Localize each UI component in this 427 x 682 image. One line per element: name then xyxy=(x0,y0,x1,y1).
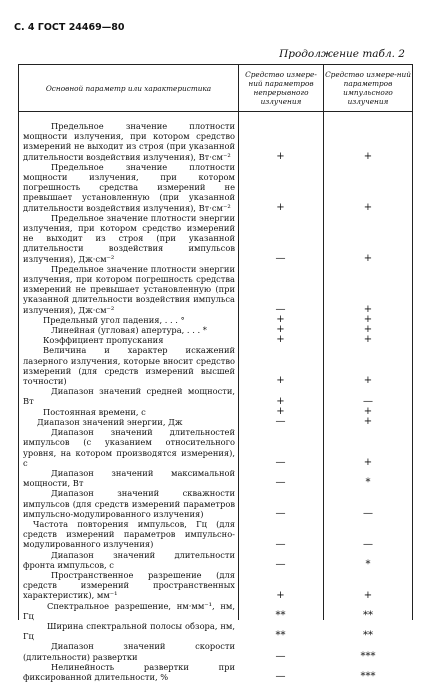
cw-mark: — xyxy=(275,252,286,264)
parameter-text: Ширина спектральной полосы обзора, нм, Гц xyxy=(23,620,235,642)
cw-mark: + xyxy=(276,395,285,407)
table-row xyxy=(19,488,412,519)
pulsed-mark: + xyxy=(363,252,373,264)
cw-mark: — xyxy=(275,303,286,315)
pulsed-mark: * xyxy=(365,558,371,570)
cw-mark: + xyxy=(276,324,285,336)
parameter-text: Предельное значение плотности энергии излучения, при котором средство измерений не выходит из строя (при указанной длительности воздействия импульсов излучения), Дж·см⁻² xyxy=(23,212,235,264)
table-row xyxy=(19,386,412,406)
table-body xyxy=(19,121,412,682)
header-pulsed: Средство измере-ний параметров импульсного излучения xyxy=(325,70,411,106)
pulsed-mark: — xyxy=(363,395,373,407)
parameter-text: Предельное значение плотности мощности излучения, при котором средство измерений не выходит из строя (при указанной длительности воздействия излучения), Вт·см⁻² xyxy=(23,121,235,162)
parameter-text: Диапазон значений скважности импульсов (для средств измерений параметров импульсно-модулированного излучения) xyxy=(23,488,235,519)
pulsed-mark: + xyxy=(363,405,373,417)
table-header xyxy=(19,65,412,112)
cw-mark: + xyxy=(276,589,285,601)
parameter-text: Диапазон значений длительностей импульсов (с указанием относительного уровня, на котором производятся измерения), с xyxy=(23,427,235,468)
table-row xyxy=(19,213,412,264)
pulsed-mark: — xyxy=(363,507,373,519)
parameter-text: Нелинейность развертки при фиксированной длительности, % xyxy=(23,661,235,682)
table-row xyxy=(19,468,412,488)
pulsed-mark: ** xyxy=(363,609,373,621)
parameter-text: Диапазон значений максимальной мощности, Вт xyxy=(23,467,235,489)
cw-mark: — xyxy=(275,671,286,682)
pulsed-mark: + xyxy=(363,456,373,468)
parameter-text: Постоянная времени, с xyxy=(43,406,146,417)
table-row xyxy=(19,570,412,601)
header-param: Основной параметр или характеристика xyxy=(45,83,212,93)
pulsed-mark: *** xyxy=(360,650,376,662)
pulsed-mark: ** xyxy=(363,630,373,642)
page-header: С. 4 ГОСТ 24469—80 xyxy=(14,22,125,33)
cw-mark: — xyxy=(275,456,286,468)
pulsed-mark: + xyxy=(363,416,373,428)
cw-mark: — xyxy=(275,507,286,519)
table-row xyxy=(19,407,412,417)
cw-mark: — xyxy=(275,477,286,489)
cw-mark: + xyxy=(276,150,285,162)
parameter-text: Предельное значение плотности энергии излучения, при котором погрешность средства измерений не превышает установленную (при указанной длительности воздействия импульса излучения), Дж·см⁻² xyxy=(23,263,235,315)
cw-mark: — xyxy=(275,650,286,662)
table-row xyxy=(19,427,412,468)
pulsed-mark: + xyxy=(363,314,373,326)
table-row xyxy=(19,121,412,162)
table-row xyxy=(19,325,412,335)
table-row xyxy=(19,641,412,661)
parameter-text: Частота повторения импульсов, Гц (для средств измерений параметров импульсно-модулированного излучения) xyxy=(23,518,235,550)
pulsed-mark: + xyxy=(363,375,373,387)
pulsed-mark: + xyxy=(363,201,373,213)
pulsed-mark: * xyxy=(365,477,371,489)
table-row xyxy=(19,662,412,682)
cw-mark: — xyxy=(275,538,286,550)
parameter-text: Спектральное разрешение, нм·мм⁻¹, нм, Гц xyxy=(23,600,235,621)
parameters-table xyxy=(18,64,413,682)
pulsed-mark: — xyxy=(363,538,373,550)
cw-mark: + xyxy=(276,375,285,387)
cw-mark: + xyxy=(276,314,285,326)
pulsed-mark: + xyxy=(363,303,373,315)
table-row xyxy=(19,417,412,427)
parameter-text: Диапазон значений энергии, Дж xyxy=(37,416,183,427)
table-row xyxy=(19,345,412,386)
table-row xyxy=(19,550,412,570)
parameter-text: Пространственное разрешение (для средств измерений пространственных характеристик), мм⁻¹ xyxy=(23,569,235,601)
parameter-text: Предельное значение плотности мощности излучения, при котором погрешность средства измерений не превышает установленную (при указанной длительности воздействия излучения), Вт·см⁻² xyxy=(23,161,235,213)
parameter-text: Линейная (угловая) апертура, . . . * xyxy=(51,325,207,336)
table-row xyxy=(19,315,412,325)
table-row xyxy=(19,335,412,345)
table-row xyxy=(19,601,412,621)
pulsed-mark: + xyxy=(363,150,373,162)
pulsed-mark: *** xyxy=(360,671,376,682)
cw-mark: + xyxy=(276,405,285,417)
parameter-text: Диапазон значений средней мощности, Вт xyxy=(23,386,235,407)
parameter-text: Диапазон значений скорости (длительности) развертки xyxy=(23,641,235,662)
table-row xyxy=(19,162,412,213)
table-row xyxy=(19,519,412,550)
table-caption: Продолжение табл. 2 xyxy=(279,48,405,60)
cw-mark: ** xyxy=(275,630,286,642)
header-cw: Средство измере-ний параметров непрерывного излучения xyxy=(245,70,317,106)
parameter-text: Диапазон значений длительности фронта импульсов, с xyxy=(23,549,235,570)
cw-mark: + xyxy=(276,334,285,346)
pulsed-mark: + xyxy=(363,334,373,346)
cw-mark: ** xyxy=(275,609,286,621)
cw-mark: — xyxy=(275,416,286,428)
cw-mark: — xyxy=(275,558,286,570)
parameter-text: Коэффициент пропускания xyxy=(43,335,164,346)
pulsed-mark: + xyxy=(363,324,373,336)
parameter-text: Предельный угол падения, . . . ° xyxy=(43,314,185,325)
parameter-text: Величина и характер искажений лазерного излучения, которые вносит средство измерений (для средств измерений высшей точности) xyxy=(23,345,235,387)
pulsed-mark: + xyxy=(363,589,373,601)
cw-mark: + xyxy=(276,201,285,213)
table-row xyxy=(19,621,412,641)
table-row xyxy=(19,264,412,315)
